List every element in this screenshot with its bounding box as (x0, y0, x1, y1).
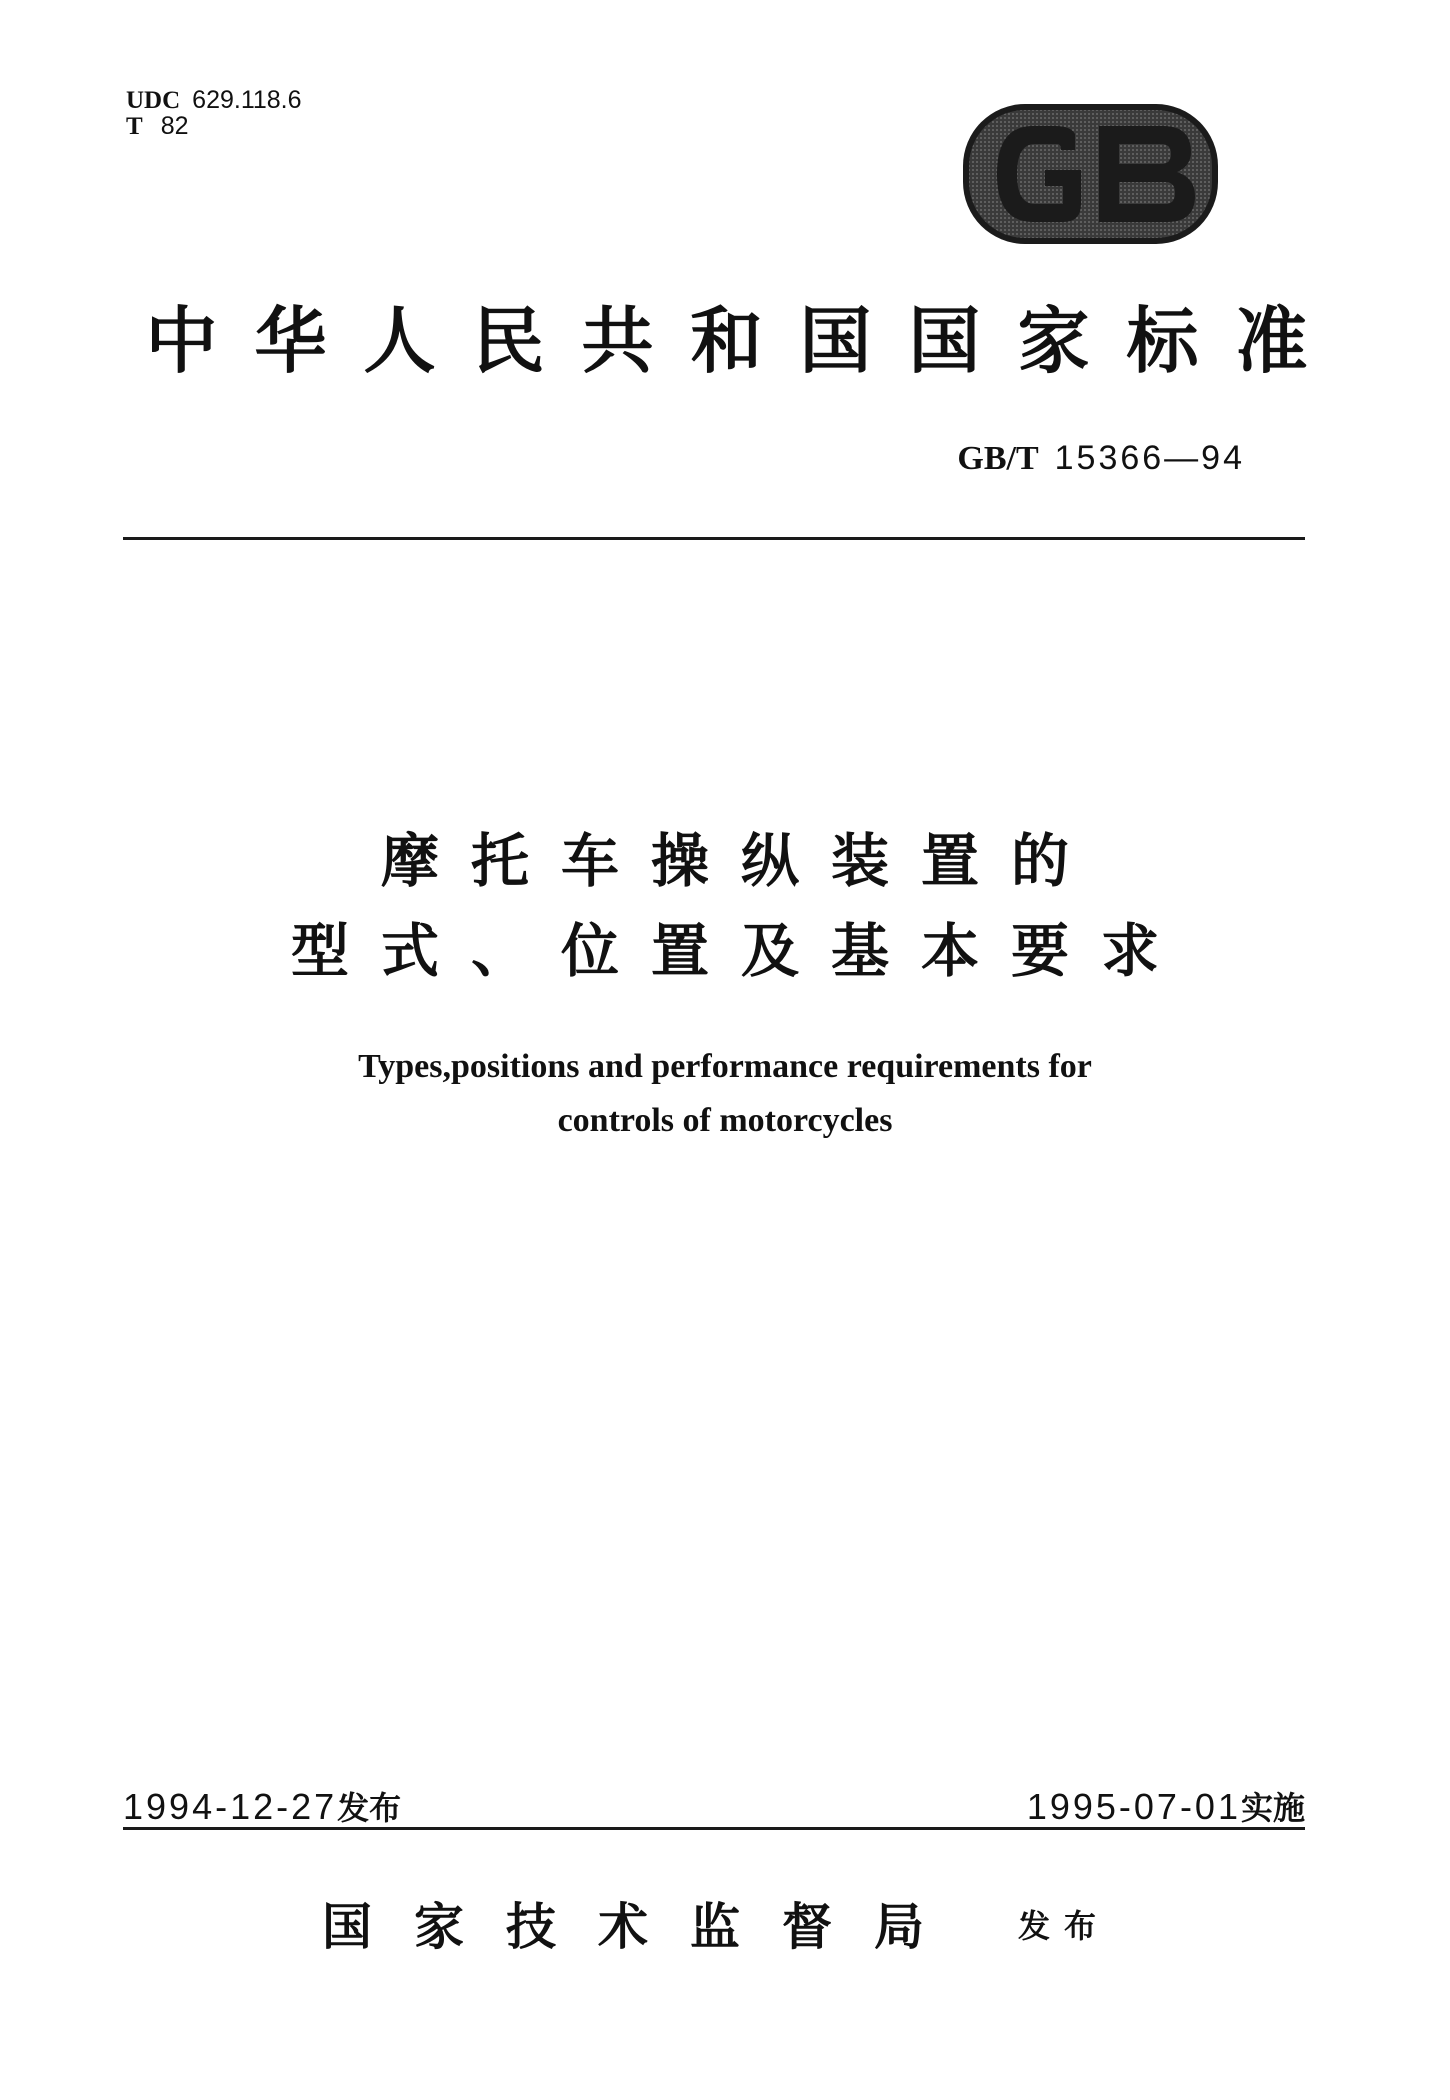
document-title-cn-line1: 摩托车操纵装置的 (380, 827, 1101, 895)
classification-label: T (126, 113, 143, 140)
implementation-date-label: 实施 (1240, 1789, 1305, 1827)
document-title-cn-line2: 型式、位置及基本要求 (290, 917, 1191, 985)
standard-code: 15366—94 (1054, 439, 1245, 477)
gb-logo-icon (963, 104, 1218, 244)
issue-date-value: 1994-12-27 (123, 1786, 338, 1827)
classification-value: 82 (160, 112, 189, 140)
implementation-date (1027, 1786, 1305, 1829)
document-title-en-line1: Types,positions and performance requirements for (358, 1048, 1092, 1085)
document-title-en-line2: controls of motorcycles (557, 1102, 893, 1139)
publisher-name: 国家技术监督局 (322, 1898, 966, 1956)
implementation-date-value: 1995-07-01 (1026, 1786, 1241, 1827)
bottom-divider (123, 1827, 1305, 1830)
udc-label: UDC (126, 87, 181, 114)
udc-value: 629.118.6 (192, 86, 302, 114)
national-standard-title: 中华人民共和国国家标准 (145, 299, 1345, 383)
udc-line (126, 86, 302, 115)
standard-prefix: GB/T (957, 440, 1039, 477)
standard-number (957, 438, 1245, 479)
classification-line (126, 112, 189, 141)
issue-date-label: 发布 (337, 1789, 402, 1827)
top-divider (123, 537, 1305, 540)
publisher-label: 发布 (1018, 1907, 1111, 1945)
issue-date (123, 1786, 401, 1829)
